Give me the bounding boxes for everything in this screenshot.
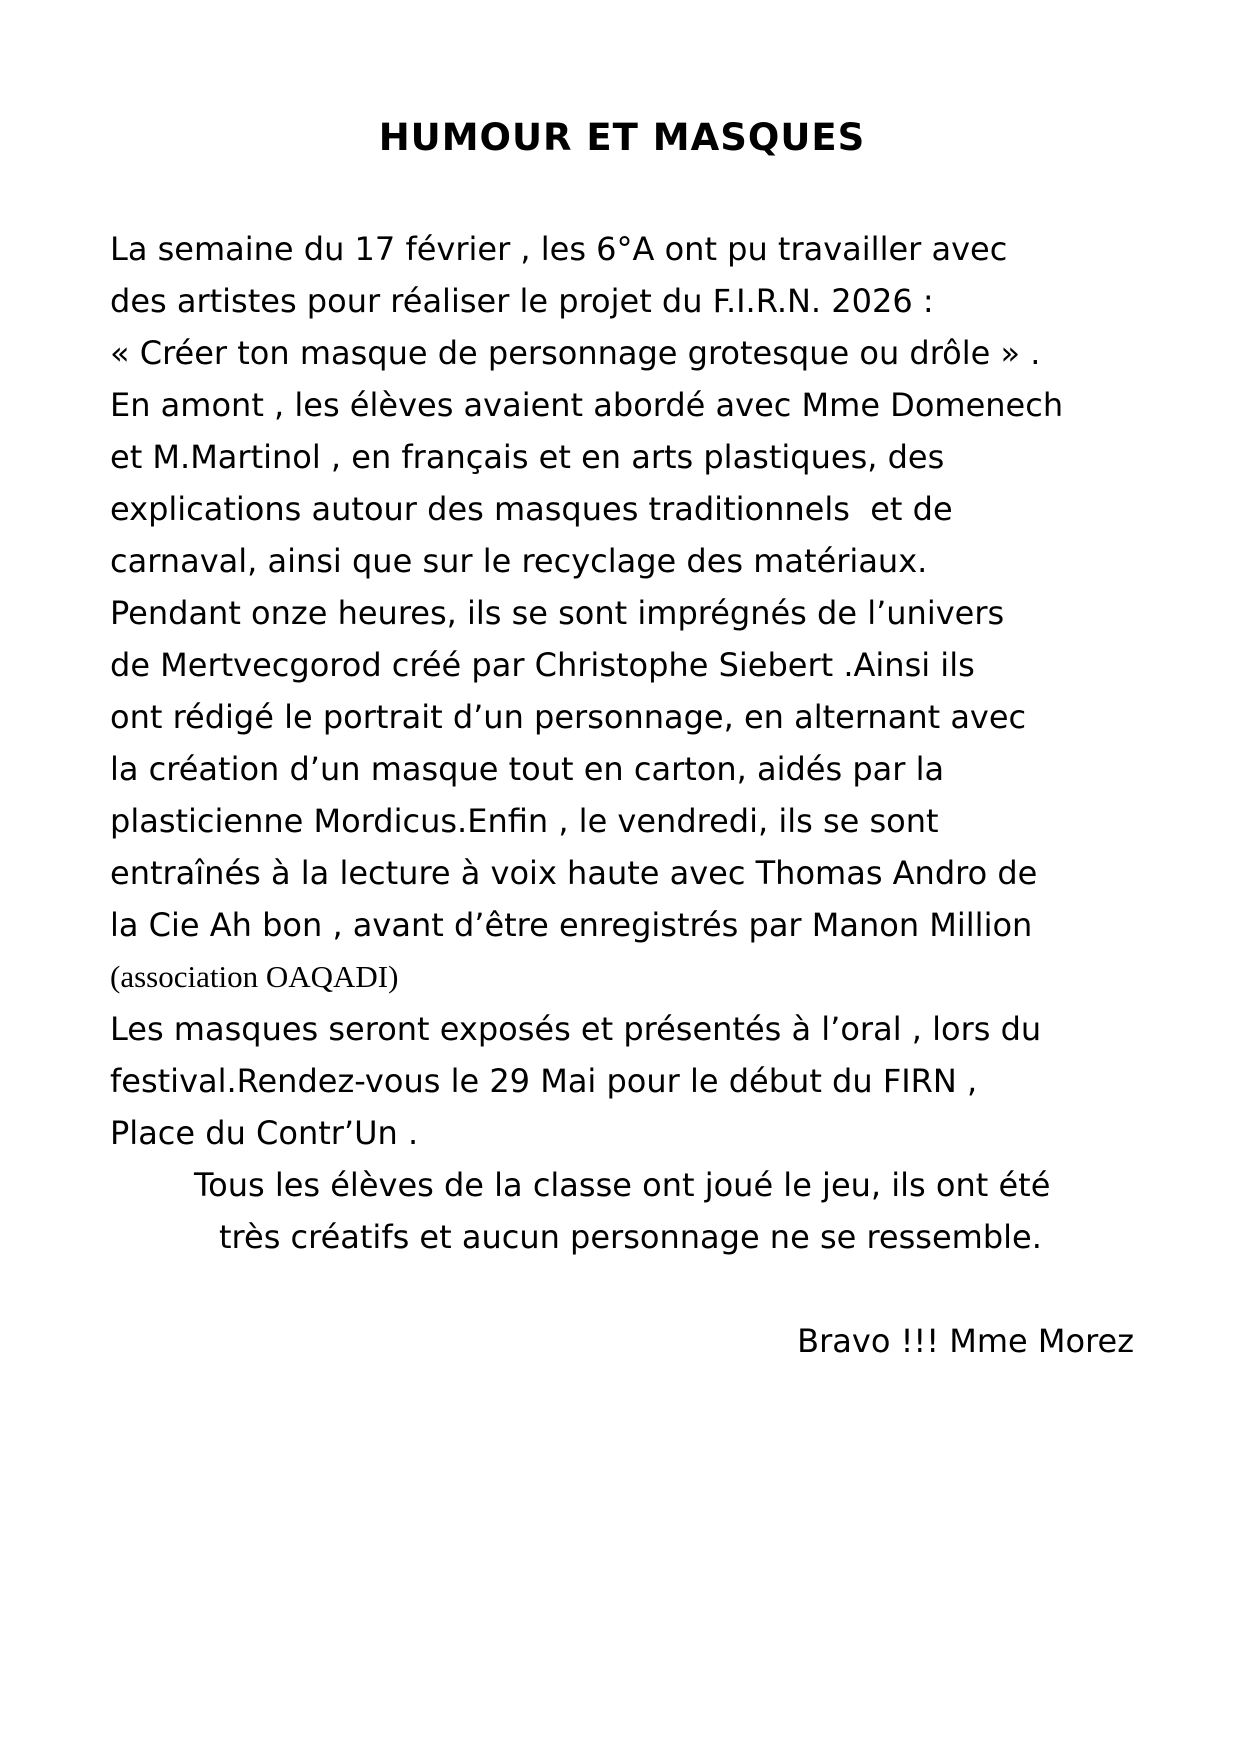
body-line: Place du Contr’Un . bbox=[110, 1114, 419, 1152]
body-line: et M.Martinol , en français et en arts plastiques, des bbox=[110, 438, 945, 476]
body-line: plasticienne Mordicus.Enfin , le vendredi, ils se sont bbox=[110, 802, 939, 840]
body-line: de Mertvecgorod créé par Christophe Siebert .Ainsi ils bbox=[110, 646, 975, 684]
body-line: ont rédigé le portrait d’un personnage, en alternant avec bbox=[110, 698, 1027, 736]
body-line: entraînés à la lecture à voix haute avec Thomas Andro de bbox=[110, 854, 1038, 892]
body-line: explications autour des masques traditionnels et de bbox=[110, 490, 953, 528]
body-line: très créatifs et aucun personnage ne se ressemble. bbox=[219, 1218, 1042, 1256]
body-line: festival.Rendez-vous le 29 Mai pour le début du FIRN , bbox=[110, 1062, 978, 1100]
body-line: des artistes pour réaliser le projet du F.I.R.N. 2026 : bbox=[110, 282, 934, 320]
body-line: Pendant onze heures, ils se sont imprégnés de l’univers bbox=[110, 594, 1005, 632]
body-line: « Créer ton masque de personnage grotesque ou drôle » . bbox=[110, 334, 1041, 372]
body-line: La semaine du 17 février , les 6°A ont pu travailler avec bbox=[110, 230, 1008, 268]
document-body bbox=[110, 223, 1136, 1367]
body-line: En amont , les élèves avaient abordé avec Mme Domenech bbox=[110, 386, 1064, 424]
body-line: (association OAQADI) bbox=[110, 959, 399, 994]
body-line: Les masques seront exposés et présentés à l’oral , lors du bbox=[110, 1010, 1042, 1048]
closing-signature: Bravo !!! Mme Morez bbox=[797, 1322, 1134, 1360]
body-line: Tous les élèves de la classe ont joué le jeu, ils ont été bbox=[194, 1166, 1051, 1204]
body-line: la création d’un masque tout en carton, aidés par la bbox=[110, 750, 945, 788]
document-title: HUMOUR ET MASQUES bbox=[378, 116, 866, 159]
body-line: carnaval, ainsi que sur le recyclage des matériaux. bbox=[110, 542, 928, 580]
body-line: la Cie Ah bon , avant d’être enregistrés par Manon Million bbox=[110, 906, 1033, 944]
